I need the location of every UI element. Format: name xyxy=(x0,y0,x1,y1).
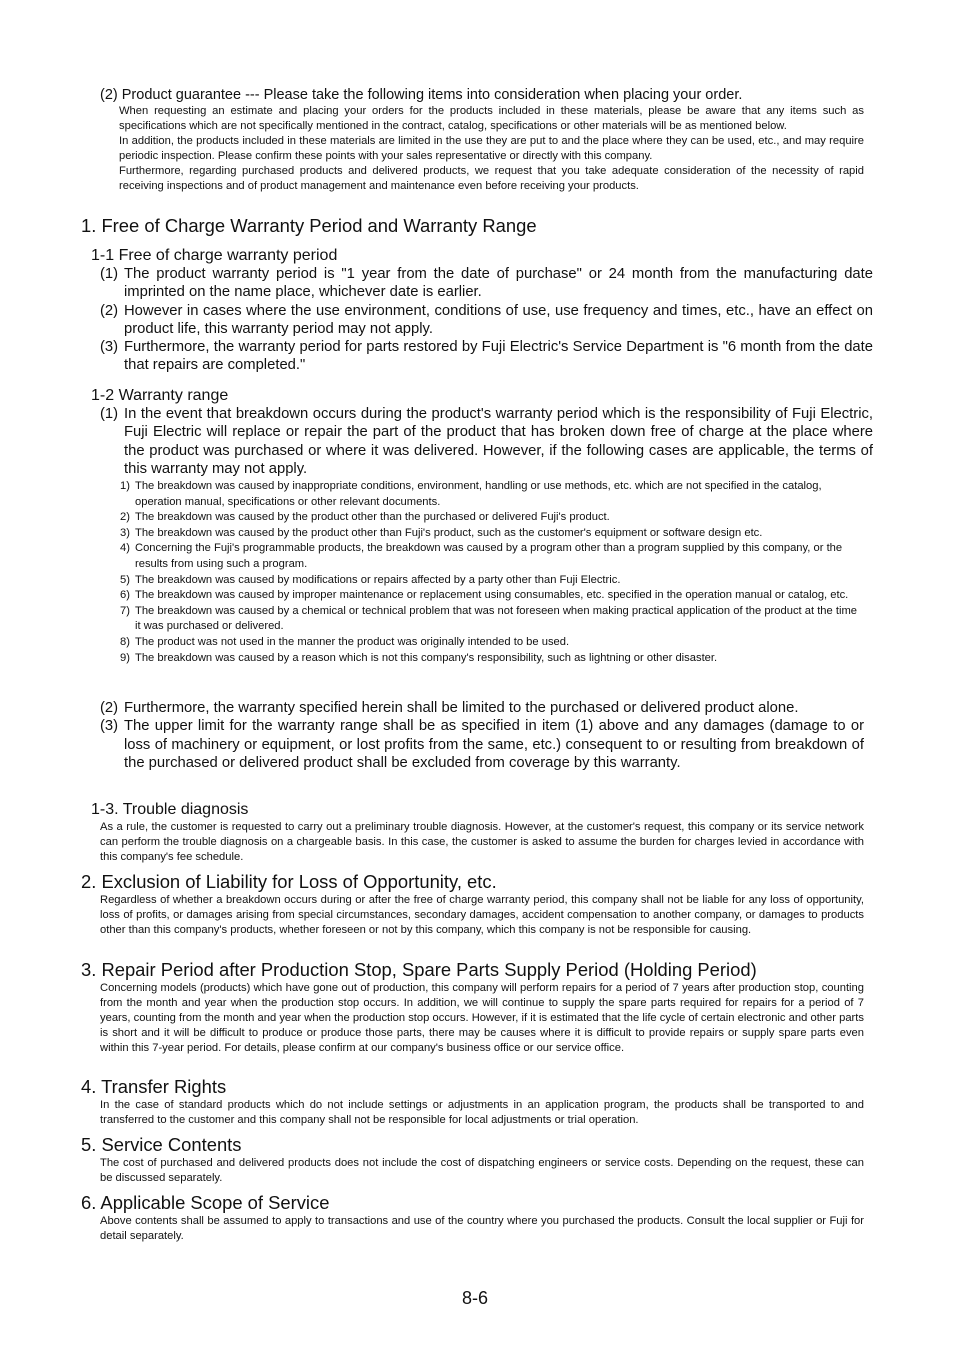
section-2-title: 2. Exclusion of Liability for Loss of Opportunity, etc. xyxy=(81,871,497,892)
intro-paragraph-3: Furthermore, regarding purchased products and delivered products, we request that you take adequate consideration of the necessity of rapid receiving inspections and of product management and maintenance even before receiving your products. xyxy=(119,164,864,192)
sub-list-item-text: The breakdown was caused by improper maintenance or replacement using consumables, etc. specified in the operation manual or catalog, etc. xyxy=(135,589,849,602)
list-item-text: The upper limit for the warranty range shall be as specified in item (1) above and any damages (damage to or loss of machinery or equipment, or lost profits from the same, etc.) consequent to or resulting from breakdown of the purchased or delivered product shall be excluded from coverage by this warranty. xyxy=(124,718,864,771)
sub-list-item-number: 9) xyxy=(120,651,130,664)
section-6-title: 6. Applicable Scope of Service xyxy=(81,1192,330,1213)
list-item-text: Furthermore, the warranty period for parts restored by Fuji Electric's Service Department is "6 month from the date that repairs are completed." xyxy=(124,339,873,374)
list-item-number: (2) xyxy=(100,302,119,319)
section-4-title: 4. Transfer Rights xyxy=(81,1076,227,1097)
list-item-text: In the event that breakdown occurs during the product's warranty period which is the responsibility of Fuji Electric, Fuji Electric will replace or repair the part of the product that has broken down free of charge at the place where the product was purchased or where it was delivered. However, if the following cases are applicable, the terms of this warranty may not apply. xyxy=(124,406,873,477)
sub-list-item-number: 3) xyxy=(120,526,130,539)
sub-list-item xyxy=(120,573,865,589)
sub-list-item-text: The breakdown was caused by the product other than Fuji's product, such as the customer's equipment or software design etc. xyxy=(135,526,763,539)
sub-list-item-text: The breakdown was caused by the product other than the purchased or delivered Fuji's product. xyxy=(135,511,610,524)
section-1-1-list xyxy=(100,265,873,375)
sub-list-item-text: Concerning the Fuji's programmable products, the breakdown was caused by a program other than a program supplied by this company, or the results from using such a program. xyxy=(135,542,843,570)
section-1-2-item-1 xyxy=(100,405,873,478)
list-item-text: However in cases where the use environment, conditions of use, use frequency and times, etc., have an effect on product life, this warranty period may not apply. xyxy=(124,302,873,337)
page-number: 8-6 xyxy=(462,1288,489,1308)
sub-list-item xyxy=(120,651,865,667)
section-4-text: In the case of standard products which do not include settings or adjustments in an application program, the products shall be transported to and transferred to the customer and this company shall not be responsible for local adjustments or trial operation. xyxy=(100,1099,864,1126)
sub-list-item-number: 2) xyxy=(120,511,130,524)
section-1-2-sublist xyxy=(120,479,865,666)
section-1-2-title: 1-2 Warranty range xyxy=(91,387,229,404)
list-item xyxy=(100,699,873,717)
sub-list-item-text: The breakdown was caused by a chemical or technical problem that was not foreseen when making practical application of the product at the time it was purchased or delivered. xyxy=(135,604,857,633)
section-1-1-title: 1-1 Free of charge warranty period xyxy=(91,247,338,264)
sub-list-item xyxy=(120,604,865,635)
sub-list-item xyxy=(120,588,865,604)
list-item-text: Furthermore, the warranty specified herein shall be limited to the purchased or delivered product alone. xyxy=(124,700,799,716)
sub-list-item-number: 6) xyxy=(120,589,130,602)
list-item xyxy=(100,338,873,375)
list-item xyxy=(100,717,864,772)
sub-list-item-number: 8) xyxy=(120,635,130,648)
list-item-number: (3) xyxy=(100,718,119,735)
section-2-text: Regardless of whether a breakdown occurs during or after the free of charge warranty period, this company shall not be liable for any loss of opportunity, loss of profits, or damages arising from special circumstances, secondary damages, accident compensation to another company, or damages to products other than this company's products, whether foreseen or not by this company, which this company is not be responsible for causing. xyxy=(100,894,864,936)
sub-list-item xyxy=(120,526,865,542)
section-1-3-text: As a rule, the customer is requested to carry out a preliminary trouble diagnosis. However, at the customer's request, this company or its service network can perform the trouble diagnosis on a chargeable basis. In this case, the customer is asked to assume the burden for charges levied in accordance with this company's fee schedule. xyxy=(100,821,864,863)
list-item-text: The product warranty period is "1 year from the date of purchase" or 24 month from the manufacturing date imprinted on the name place, whichever date is earlier. xyxy=(124,266,873,301)
list-item xyxy=(100,405,873,478)
sub-list-item xyxy=(120,479,865,510)
list-item-number: (3) xyxy=(100,339,119,356)
product-guarantee-heading: (2) Product guarantee --- Please take the following items into consideration when placing your order. xyxy=(100,87,743,103)
sub-list-item-text: The breakdown was caused by a reason which is not this company's responsibility, such as lightning or other disaster. xyxy=(135,651,718,664)
intro-paragraph-2: In addition, the products included in these materials are limited in the use they are put to and the place where they can be used, etc., and may require periodic inspection. Please confirm these points with your sales representative or directly with this company. xyxy=(119,134,864,162)
list-item xyxy=(100,265,873,302)
sub-list-item-number: 5) xyxy=(120,573,130,586)
section-6-text: Above contents shall be assumed to apply to transactions and use of the country where you purchased the products. Consult the local supplier or Fuji for detail separately. xyxy=(100,1215,864,1242)
sub-list-item xyxy=(120,510,865,526)
sub-list-item xyxy=(120,635,865,651)
intro-paragraph-1: When requesting an estimate and placing your orders for the products included in these materials, please be aware that any items such as specifications which are not specifically mentioned in the contract, catalog, specifications or other materials will be as mentioned below. xyxy=(119,105,864,132)
list-item-number: (2) xyxy=(100,700,119,716)
sub-list-item xyxy=(120,541,865,572)
sub-list-item-text: The breakdown was caused by inappropriate conditions, environment, handling or use methods, etc. which are not specified in the catalog, operation manual, specifications or other relevant documents. xyxy=(135,480,822,508)
product-guarantee-body xyxy=(119,104,864,193)
list-item xyxy=(100,302,873,339)
section-5-text: The cost of purchased and delivered products does not include the cost of dispatching engineers or service costs. Depending on the request, these can be discussed separately. xyxy=(100,1157,864,1184)
sub-list-item-number: 4) xyxy=(120,542,130,555)
section-5-title: 5. Service Contents xyxy=(81,1134,242,1155)
section-1-2-items-2-3 xyxy=(100,699,873,772)
section-3-title: 3. Repair Period after Production Stop, Spare Parts Supply Period (Holding Period) xyxy=(81,959,757,980)
list-item-number: (1) xyxy=(100,406,119,422)
section-1-3-title: 1-3. Trouble diagnosis xyxy=(91,801,249,818)
section-1-title: 1. Free of Charge Warranty Period and Warranty Range xyxy=(81,215,537,236)
sub-list-item-number: 7) xyxy=(120,604,130,617)
sub-list-item-text: The breakdown was caused by modifications or repairs affected by a party other than Fuji Electric. xyxy=(135,573,621,586)
list-item-number: (1) xyxy=(100,266,119,282)
sub-list-item-text: The product was not used in the manner the product was originally intended to be used. xyxy=(135,635,570,648)
sub-list-item-number: 1) xyxy=(120,480,130,492)
section-3-text: Concerning models (products) which have gone out of production, this company will perform repairs for a period of 7 years after production stop, counting from the month and year when the production stop occurs. In addition, we will continue to supply the spare parts required for repairs for a period of 7 years, counting from the month and year when the production stop occurs. However, if it is estimated that the life cycle of certain electronic and other parts is short and it will be difficult to produce or produce those parts, there may be causes where it is difficult to provide repairs or supply spare parts even within this 7-year period. For details, please confirm at our company's business office or our service office. xyxy=(100,982,864,1054)
